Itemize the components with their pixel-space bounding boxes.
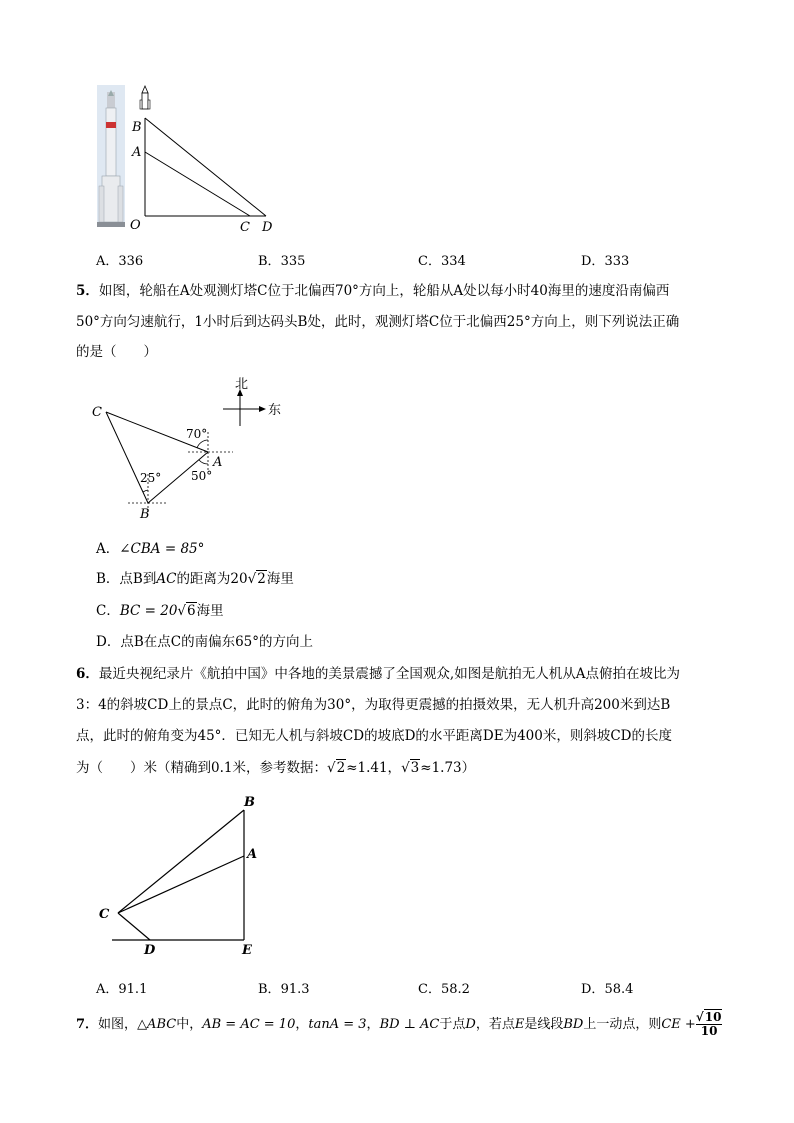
q4-option-d[interactable]: D．333 xyxy=(581,254,630,269)
q7-line-1: 7．如图，△ABC中，AB = AC = 10，tanA = 3，BD ⊥ AC于点D，若点E是线段BD上一动点，则CE + $\frac{√10}{10}$ xyxy=(76,1010,722,1038)
fig4-label-d: D xyxy=(262,220,273,235)
rocket-figure xyxy=(92,82,282,237)
q6-line-4: 为（ ）米（精确到0.1米，参考数据：√2≈1.41，√3≈1.73） xyxy=(76,760,476,776)
q6-option-c[interactable]: C．58.2 xyxy=(418,982,470,997)
angle-70-label: 70° xyxy=(186,427,208,441)
q5-figure xyxy=(88,372,288,522)
q5-line-1: 5．如图，轮船在A处观测灯塔C位于北偏西70°方向上，轮船从A处以每小时40海里的速度沿南偏西 xyxy=(76,283,670,299)
fig4-label-a: A xyxy=(132,145,142,160)
q6-label-b: B xyxy=(244,795,255,810)
fig4-label-o: O xyxy=(130,218,141,233)
q6-line-1: 6．最近央视纪录片《航拍中国》中各地的美景震撼了全国观众,如图是航拍无人机从A点俯拍在坡比为 xyxy=(76,666,680,682)
q6-option-d[interactable]: D．58.4 xyxy=(581,982,634,997)
q6-option-a[interactable]: A．91.1 xyxy=(96,982,148,997)
sqrt10-over-10: $\frac{√10}{10}$ xyxy=(695,1010,722,1038)
bearing-diagram xyxy=(88,372,288,522)
q6-option-b[interactable]: B．91.3 xyxy=(258,982,310,997)
q6-label-d: D xyxy=(144,943,156,958)
north-label: 北 xyxy=(235,377,249,392)
q6-line-2: 3：4的斜坡CD上的景点C，此时的俯角为30°，为取得更震撼的拍摄效果，无人机升高200米到达B xyxy=(76,697,671,713)
fig4-label-b: B xyxy=(132,120,142,135)
rocket-diagram xyxy=(92,82,282,237)
q6-line-3: 点，此时的俯角变为45°．已知无人机与斜坡CD的坡底D的水平距离DE为400米，则斜坡CD的长度 xyxy=(76,728,673,744)
q5-option-d[interactable]: D．点B在点C的南偏东65°的方向上 xyxy=(96,634,314,650)
q5-label-b: B xyxy=(140,507,150,522)
q6-figure xyxy=(92,792,272,962)
q4-option-c[interactable]: C．334 xyxy=(418,254,466,269)
rocket-icon xyxy=(140,86,150,109)
q6-label-e: E xyxy=(242,943,252,958)
east-label: 东 xyxy=(268,403,282,418)
angle-25-label: 25° xyxy=(140,471,162,485)
q4-option-b[interactable]: B．335 xyxy=(258,254,306,269)
q5-line-3: 的是（ ） xyxy=(76,344,157,360)
q6-label-c: C xyxy=(99,907,110,922)
q6-label-a: A xyxy=(247,847,258,862)
q5-label-a: A xyxy=(213,455,223,470)
q5-option-c[interactable]: C．BC = 20√6海里 xyxy=(96,603,224,619)
q5-line-2: 50°方向匀速航行，1小时后到达码头B处，此时，观测灯塔C位于北偏西25°方向上，则下列说法正确 xyxy=(76,314,680,330)
q5-option-a[interactable]: A．∠CBA = 85° xyxy=(96,541,205,557)
q5-option-b[interactable]: B．点B到AC的距离为20√2海里 xyxy=(96,571,294,587)
q4-option-a[interactable]: A．336 xyxy=(96,254,144,269)
angle-50-label: 50° xyxy=(191,469,213,483)
fig4-label-c: C xyxy=(240,220,250,235)
q5-label-c: C xyxy=(92,405,102,420)
drone-diagram xyxy=(92,792,272,962)
